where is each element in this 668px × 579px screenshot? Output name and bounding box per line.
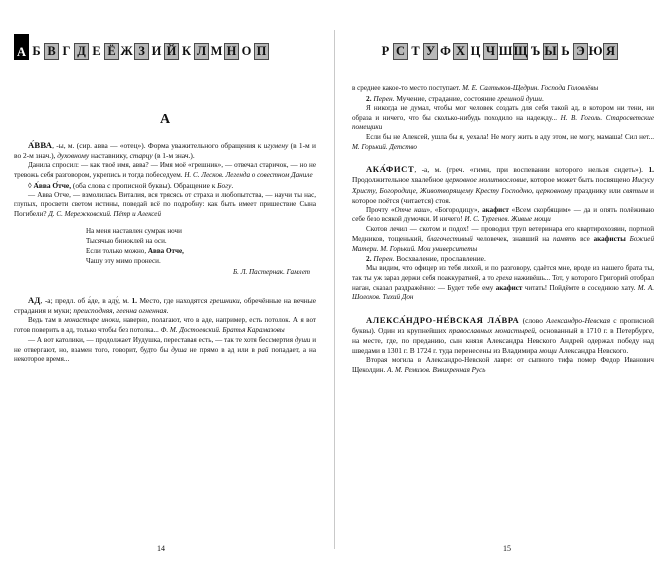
verse-source: Б. Л. Пастернак. Гамлет bbox=[232, 268, 310, 277]
subentry-avva-otche bbox=[14, 181, 316, 191]
verse-line-1: На меня наставлен сумрак ночи bbox=[86, 226, 182, 235]
lavra-quote-remizov bbox=[352, 356, 654, 375]
alphabet-tile-left-г[interactable]: Г bbox=[62, 44, 71, 59]
alphabet-tile-left-ё[interactable]: Ё bbox=[104, 43, 119, 60]
akafist-q3-a: Мы видим, что офицер из тебя лихой, и по разговору, сдаётся мне, вроде из нашего брата ты, так ты уж зараз держи себя поаккуратней, а то bbox=[352, 264, 654, 282]
ad-sense2-quote1-source: Н. В. Гоголь. Старосветские помещики bbox=[352, 113, 654, 132]
lavra-text-a: , основанный в 1710 г. в Петербурге, на месте, где, по преданию, сын князя Александра Невского Андрей одержал победу над шведами в 1301 г. В 1724 г. туда перенесены из Владимира bbox=[352, 326, 654, 356]
akafist-q3-italic-grekha: греха bbox=[496, 274, 513, 282]
ad-quote2-c: не прямо в ад или в bbox=[186, 345, 258, 354]
ad-sense2-label: Перен. bbox=[373, 93, 395, 103]
verse-line3-bold: Авва Отче, bbox=[147, 246, 184, 255]
ad-quote1-italic: монастыре иноки bbox=[64, 316, 119, 325]
akafist-q2-bold: акафисты bbox=[593, 234, 626, 243]
ad-sense2-italic: грешной души bbox=[497, 93, 542, 103]
subentry-text: (оба слова с прописной буквы). Обращение к bbox=[71, 180, 218, 190]
ad-quote2-italic-dushi: души bbox=[294, 335, 311, 344]
akafist-quote-gorky bbox=[352, 225, 654, 254]
akafist-sense-2 bbox=[352, 254, 654, 264]
lavra-italic-monastyrey: православных монастырей bbox=[448, 326, 535, 336]
akafist-q3-source: М. А. Шолохов. Тихий Дон bbox=[352, 283, 654, 302]
ad-tail: . bbox=[166, 306, 169, 316]
ad-quote2-d: попадает, а на некоторое время... bbox=[14, 345, 317, 364]
alphabet-tile-right-э[interactable]: Э bbox=[573, 43, 588, 60]
alphabet-tile-right-я[interactable]: Я bbox=[603, 43, 618, 60]
entry-ad bbox=[14, 295, 316, 316]
ad-quote2-italic-dusha: душа bbox=[171, 345, 187, 354]
right-column-text bbox=[352, 84, 654, 376]
akafist-q3-bold: акафист bbox=[495, 283, 523, 292]
avva-quote2-text: — Авва Отче, — взмолилась Виталия, вся трясясь от страха и любопытства, — научи ты нас, глупых, просвети светом истины, поведай всё по подробну: как быть имеет пришествие Сына Погибели? bbox=[14, 190, 316, 219]
ad-sense2-quote2: Если бы не Алексей, ушла бы я, уехала! Не могу жить в аду этом, не могу, мамаша! Сил нет... bbox=[366, 132, 654, 141]
ad-sense2-tail: . bbox=[541, 93, 544, 103]
alphabet-tile-right-т[interactable]: Т bbox=[411, 44, 420, 59]
lavra-italic-moshchi: мощи bbox=[539, 346, 557, 356]
headword-ad: АД bbox=[28, 295, 41, 306]
alphabet-tile-left-з[interactable]: З bbox=[134, 43, 149, 60]
alphabet-tile-left-й[interactable]: Й bbox=[164, 43, 179, 60]
akafist-q2-italic-blagochestivy: благочестивый bbox=[426, 234, 473, 243]
avva-quote-leskov bbox=[14, 161, 316, 180]
ad-sense-number: 1. bbox=[131, 296, 137, 306]
folio-left: 14 bbox=[157, 544, 165, 553]
ad-sense2-quote1: Я никогда не думал, чтобы мог человек создать для себя такой ад, в котором ни тени, ни образа и ничего, что бы сколько-нибудь походило на надежду... bbox=[352, 103, 654, 122]
alphabet-tile-left-е[interactable]: Е bbox=[92, 44, 101, 59]
lavra-text-b: Александра Невского. bbox=[556, 346, 629, 356]
ad-italic-preispodnyaya: преисподняя, геенна огненная bbox=[73, 306, 167, 316]
akafist-q2-source: М. Горький. Мои университеты bbox=[380, 244, 478, 253]
ad-quote-dostoevsky bbox=[14, 316, 316, 335]
verse-block-pasternak bbox=[14, 226, 316, 277]
alphabet-tile-right-р[interactable]: Р bbox=[381, 44, 390, 59]
alphabet-tile-left-б[interactable]: Б bbox=[32, 44, 41, 59]
akafist-quote-sholokhov bbox=[352, 264, 654, 303]
ad-quote2-a: — А вот католики, — продолжает Иудушка, переставая есть, — так те хотя бессмертия bbox=[28, 335, 295, 344]
akafist-grammar: , -а, м. (греч. «гимн, при воспевании которого нельзя сидеть»). bbox=[414, 165, 649, 175]
entry-akafist bbox=[352, 164, 654, 205]
alphabet-tile-left-ж[interactable]: Ж bbox=[120, 44, 133, 59]
alphabet-nav-right[interactable] bbox=[352, 34, 654, 60]
alphabet-tile-left-п[interactable]: П bbox=[254, 43, 269, 60]
entry-spacer-3 bbox=[352, 303, 654, 315]
headword-akafist: АКА́ФИСТ bbox=[366, 164, 415, 175]
akafist-q3-c: читать! Пойдёмте в соседнюю хату. bbox=[522, 283, 638, 292]
verse-line-2: Тысячью биноклей на оси. bbox=[86, 236, 167, 245]
verse-line-4: Чашу эту мимо пронеси. bbox=[86, 257, 161, 266]
akafist-sense2-text: Восхваление, прославление. bbox=[394, 254, 486, 264]
akafist-sense-number: 1. bbox=[648, 165, 654, 175]
verse-line-3 bbox=[86, 246, 316, 256]
alphabet-tile-right-с[interactable]: С bbox=[393, 43, 408, 60]
right-page bbox=[334, 0, 668, 579]
ad-mid1: , обречённые на вечные страдания и муки; bbox=[14, 296, 316, 316]
akafist-q2-c: все bbox=[576, 234, 594, 243]
alphabet-tile-left-о[interactable]: О bbox=[241, 44, 252, 59]
alphabet-tile-right-щ[interactable]: Щ bbox=[513, 44, 528, 59]
akafist-q1-a: Прочту « bbox=[366, 205, 395, 214]
continued-source: М. Е. Салтыков-Щедрин. Господа Головлёвы bbox=[462, 84, 599, 92]
akafist-q2-e: . bbox=[376, 244, 381, 253]
akafist-q1-source: И. С. Тургенев. Живые мощи bbox=[464, 215, 551, 224]
alphabet-tile-right-ь[interactable]: Ь bbox=[561, 44, 570, 59]
akafist-q2-a: Скотов лечил — скотом и подох! — проводил труп ветеринара его квартирохозяин, портной Медников, тощенький, bbox=[352, 225, 654, 243]
akafist-italic-iisusu: Иисусу Христу, Богородице, Животворящему Кресту Господню bbox=[352, 175, 654, 195]
avva-quote1-source: Н. С. Лесков. Легенда о совестном Даниле bbox=[184, 170, 313, 179]
entry-spacer-2 bbox=[352, 152, 654, 164]
ad-sense2-quote-gogol bbox=[352, 104, 654, 133]
ad-italic-greshniki: грешники bbox=[209, 296, 240, 306]
avva-quote2-source: Д. С. Мережковский. Пётр и Алексей bbox=[48, 210, 161, 219]
folio-right: 15 bbox=[503, 544, 511, 553]
alphabet-tile-right-ч[interactable]: Ч bbox=[483, 43, 498, 60]
akafist-q2-b: человечек, знавший на bbox=[472, 234, 554, 243]
akafist-sense2-label: Перен. bbox=[373, 254, 395, 264]
akafist-sense-b: , которое может быть посвящено bbox=[526, 175, 632, 185]
headword-avva: А́ВВА bbox=[28, 140, 53, 150]
alphabet-nav-left[interactable] bbox=[14, 34, 316, 60]
alphabet-tile-left-л[interactable]: Л bbox=[194, 43, 209, 60]
subentry-headword: А́вва О́тче, bbox=[33, 180, 72, 190]
ad-sense2-number: 2. bbox=[366, 93, 374, 103]
akafist-italic-svyatym: святым bbox=[622, 185, 648, 195]
lavra-q1-a: Вторая могила в Александро-Невской лавре: от сыпного тифа помер Федор Иванович Щеколдин. bbox=[352, 356, 654, 375]
akafist-sense-c: , bbox=[531, 185, 537, 195]
alphabet-tile-left-в[interactable]: В bbox=[44, 43, 59, 60]
avva-mid2: наставнику, bbox=[89, 151, 130, 161]
left-column-text bbox=[14, 140, 316, 365]
akafist-sense-a: Продолжительное хвалебное bbox=[352, 175, 446, 185]
ad-sense2-quote-gorky bbox=[352, 133, 654, 152]
ad-quote1-b: , наверно, полагают, что в аде, например, есть потолок. А я вот готов поверить в ад, только чтобы без потолка... bbox=[14, 316, 316, 335]
alphabet-tile-right-ю[interactable]: Ю bbox=[588, 44, 603, 59]
alphabet-tile-left-и[interactable]: И bbox=[151, 44, 162, 59]
alphabet-tile-left-д[interactable]: Д bbox=[74, 43, 89, 60]
ad-quote1-source: Ф. М. Достоевский. Братья Карамазовы bbox=[160, 326, 285, 335]
ad-quote-saltykov bbox=[14, 336, 316, 365]
continued-text bbox=[352, 84, 654, 94]
alphabet-tile-right-х[interactable]: Х bbox=[453, 43, 468, 60]
alphabet-tile-left-а[interactable]: А bbox=[14, 34, 29, 60]
avva-quote1-text: Данила спросил: — как твоё имя, авва? — Имя моё «грешник», — отвечал старичок, — но не тревожь себя разговором, укрепись и тогда побеседуем. bbox=[14, 161, 316, 179]
akafist-q1-italic: Отче наш bbox=[394, 205, 427, 214]
alphabet-tile-right-у[interactable]: У bbox=[423, 43, 438, 60]
alphabet-tile-left-н[interactable]: Н bbox=[224, 43, 239, 60]
avva-grammar: , -ы, м. (сир. авва — «отец»). Форма уважительного обращения к bbox=[52, 141, 264, 150]
akafist-q1-bold: акафист bbox=[482, 205, 509, 214]
akafist-italic-molitvoslovie: церковное молитвословие bbox=[445, 175, 527, 185]
entry-alexandro-nevskaya-lavra bbox=[352, 315, 654, 356]
avva-italic-startsu: старцу bbox=[129, 151, 153, 161]
akafist-q2-italic-matери: Божией Матери bbox=[352, 234, 655, 253]
akafist-sense-d: празднику или bbox=[572, 185, 623, 195]
subentry-italic-bogu: Богу bbox=[217, 180, 232, 190]
ad-sense-text: Место, где находятся bbox=[137, 296, 210, 306]
ad-quote2-italic-ray: рай bbox=[257, 345, 269, 354]
continued-body: в среднее какое-то место поступает. bbox=[352, 84, 463, 92]
akafist-q1-c: «Всем скорбящим» — да и опять полёживаю себе безо всякой думочки. И ничего! bbox=[352, 205, 654, 224]
akafist-q2-italic-pamyat: память bbox=[553, 234, 577, 243]
alphabet-tile-right-ы[interactable]: Ы bbox=[544, 44, 557, 59]
alphabet-tile-left-к[interactable]: К bbox=[181, 44, 192, 59]
ad-quote1-a: Ведь там в bbox=[28, 316, 65, 325]
ad-sense2-quote2-source: М. Горький. Детство bbox=[352, 142, 417, 151]
akafist-q3-b: наживёшь... Тот, у которого Григорий отобрал наган, сказал раздражённо: — Будет тебе ему bbox=[352, 274, 654, 292]
alphabet-tile-right-ш[interactable]: Ш bbox=[498, 44, 513, 59]
akafist-quote-turgenev bbox=[352, 206, 654, 225]
alphabet-tile-right-ф[interactable]: Ф bbox=[440, 44, 451, 59]
lavra-paren-b: с прописной буквы). Один из крупнейших bbox=[352, 316, 654, 336]
entry-spacer bbox=[14, 283, 316, 295]
avva-italic-igumenu: игумену bbox=[263, 141, 289, 150]
verse-line3-a: Если только можно, bbox=[86, 246, 148, 255]
lavra-paren-italic: Александро-Невская bbox=[546, 316, 611, 326]
diamond-marker-icon: ◊ bbox=[28, 180, 34, 190]
akafist-sense-e: и которое поётся (читается) стоя. bbox=[352, 185, 654, 205]
alphabet-tile-right-ъ[interactable]: Ъ bbox=[530, 44, 541, 59]
avva-mid1: (в 1-м и во 2-м знач.), bbox=[14, 141, 316, 161]
entry-avva bbox=[14, 140, 316, 161]
akafist-q1-b: », «Богородицу», bbox=[426, 205, 483, 214]
section-letter-heading: А bbox=[159, 112, 171, 127]
avva-italic-duhovnomu: духовному bbox=[57, 151, 90, 161]
avva-quote-merezhkovsky bbox=[14, 191, 316, 220]
ad-sense-2 bbox=[352, 94, 654, 104]
headword-lavra: АЛЕКСА́НДРО-НЕ́ВСКАЯ ЛА́ВРА bbox=[366, 315, 520, 326]
ad-quote2-b: и не отвергают, но, взамен того, говорит, будто бы bbox=[14, 335, 316, 354]
ad-grammar: , -а; предл. об а́де, в аду́, м. bbox=[40, 296, 132, 306]
lavra-paren-a: (слово bbox=[519, 316, 547, 326]
alphabet-tile-right-ц[interactable]: Ц bbox=[470, 44, 481, 59]
ad-sense2-text: Мучение, страдание, состояние bbox=[394, 93, 498, 103]
akafist-italic-tserkovnomu: церковному bbox=[536, 185, 573, 195]
lavra-q1-source: А. М. Ремизов. Взвихренная Русь bbox=[387, 366, 486, 375]
subentry-tail: . bbox=[231, 180, 234, 190]
avva-tail: (в 1-м знач.). bbox=[152, 151, 195, 161]
akafist-sense2-number: 2. bbox=[366, 254, 374, 264]
alphabet-tile-left-м[interactable]: М bbox=[210, 44, 223, 59]
